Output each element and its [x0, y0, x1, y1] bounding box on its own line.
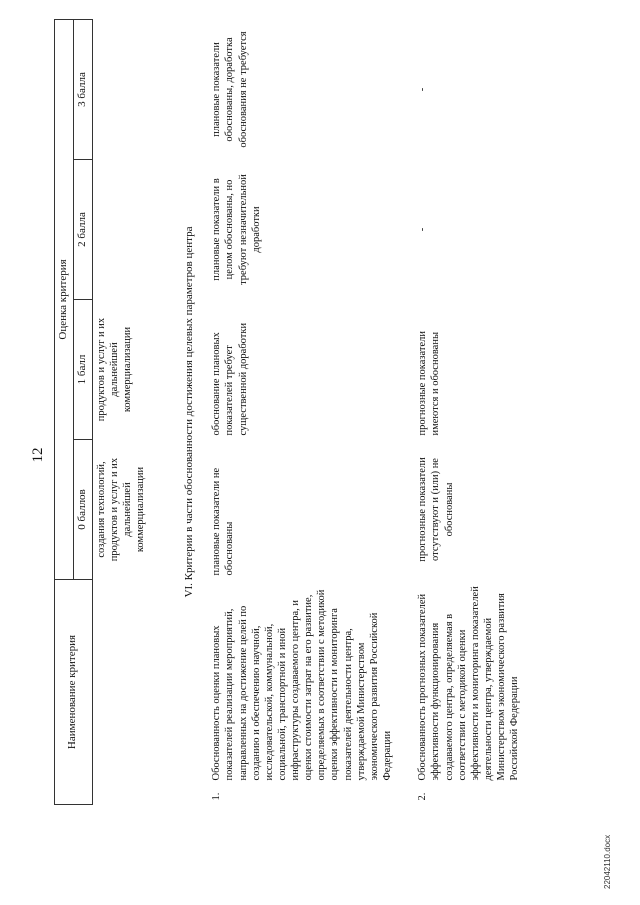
row-score-0: плановые показатели не обоснованы — [211, 467, 236, 576]
footer-file-code: 22042110.docx — [603, 834, 612, 889]
criteria-table — [54, 19, 588, 805]
header-score-2: 2 балла — [73, 160, 92, 300]
row-score-1: обоснование плановых показателей требует существенной доработки — [211, 322, 249, 436]
continuation-score-1: продуктов и услуг и их дальнейшей коммерциализации — [95, 317, 133, 422]
row-criterion-name: Обоснованность оценки плановых показателей реализации мероприятий, направленных на достижение целей по созданию и обеспечению научной, исследовательской, коммунальной, социальной, транспортной и иной инфраструктуры создаваемого центра, и оценки стоимости затрат на его развитие, определяемых в соответствии с методикой оценки эффективности и мониторинга показателей деятельности центра, утверждаемой Министерством экономического развития Российской Федерации — [211, 589, 393, 781]
row-score-1: прогнозные показатели имеются и обоснованы — [417, 330, 442, 436]
row-score-2: - — [417, 227, 429, 232]
page-number: 12 — [30, 447, 46, 463]
continuation-row — [92, 19, 177, 804]
table-row — [206, 19, 412, 804]
continuation-score-0: создания технологий, продуктов и услуг и их дальнейшей коммерциализации — [95, 457, 146, 562]
row-number: 2. — [417, 792, 429, 801]
row-score-3: плановые показатели обоснованы, доработка обоснования не требуется — [211, 31, 249, 148]
header-criterion-name: Наименование критерия — [55, 580, 93, 805]
row-score-3: - — [417, 87, 429, 92]
section-title: VI. Критерии в части обоснованности достижения целевых параметров центра — [182, 226, 195, 598]
header-evaluation: Оценка критерия — [55, 19, 74, 579]
row-score-2: плановые показатели в целом обоснованы, но требуют незначительной доработки — [211, 174, 262, 285]
row-number: 1. — [211, 792, 223, 801]
table-row — [412, 19, 588, 804]
header-score-3: 3 балла — [73, 19, 92, 159]
row-criterion-name: Обоснованность прогнозных показателей эффективности функционирования создаваемого центра, определяемая в соответствии с методикой оценки эффективности и мониторинга показателей деятельности центра, утверждаемой Министерством экономического развития Российской Федерации — [417, 586, 521, 781]
header-score-1: 1 балл — [73, 300, 92, 440]
header-score-0: 0 баллов — [73, 440, 92, 580]
section-row — [177, 19, 207, 804]
row-score-0: прогнозные показатели отсутствуют и (или) не обоснованы — [417, 457, 455, 562]
